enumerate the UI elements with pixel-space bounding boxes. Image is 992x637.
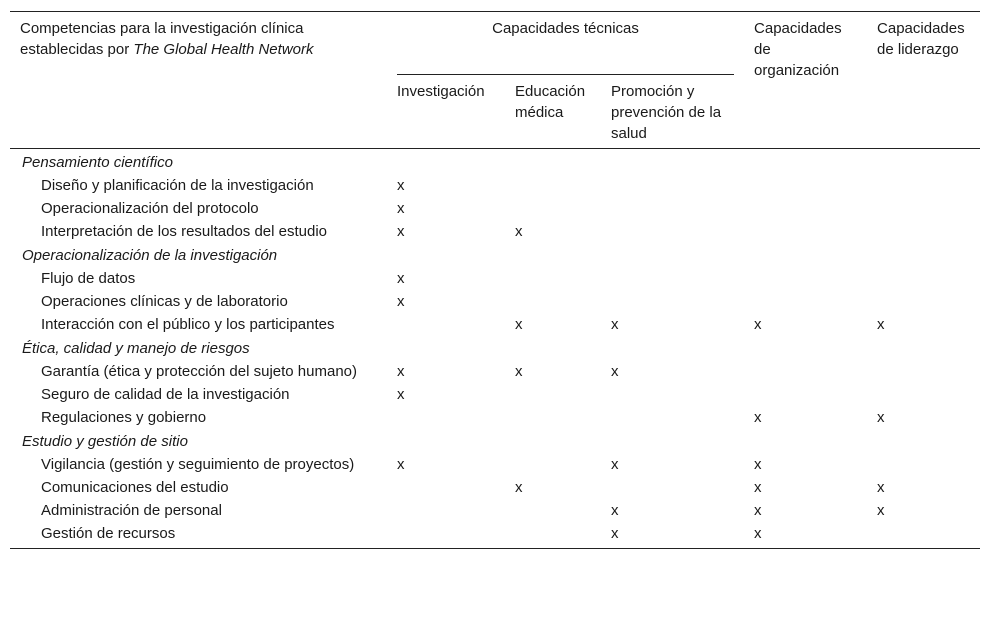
competencies-table-container: [10, 11, 980, 549]
mark-cell: x: [611, 316, 619, 333]
mark-cell: [601, 197, 744, 220]
mark-cell: [505, 453, 601, 476]
table-row: [10, 406, 980, 429]
competency-label-text: Seguro de calidad de la investigación: [41, 386, 290, 403]
table-row: [10, 313, 980, 336]
mark-cell: [505, 290, 601, 313]
mark-cell: [744, 220, 867, 243]
mark-cell: [744, 174, 867, 197]
mark-cell: x: [515, 363, 523, 380]
mark-cell: [601, 267, 744, 290]
mark-cell: x: [877, 502, 885, 519]
mark-cell: x: [611, 363, 619, 380]
competency-label-text: Interacción con el público y los participantes: [41, 316, 335, 333]
mark-cell: [867, 197, 980, 220]
mark-cell: x: [754, 479, 762, 496]
table-row: [10, 174, 980, 197]
mark-cell: x: [611, 525, 619, 542]
section-title: Estudio y gestión de sitio: [22, 433, 188, 450]
mark-cell: x: [754, 409, 762, 426]
mark-cell: [867, 174, 980, 197]
header-research: Investigación: [397, 83, 485, 100]
competency-label: [10, 313, 387, 336]
competency-label: [10, 290, 387, 313]
header-competencies: Competencias para la investigación clínica establecidas por The Global Health Network: [10, 12, 387, 149]
mark-cell: [505, 197, 601, 220]
mark-cell: x: [397, 270, 405, 287]
competency-label: [10, 499, 387, 522]
mark-cell: [744, 197, 867, 220]
table-body: [10, 149, 980, 549]
mark-cell: [601, 290, 744, 313]
header-technical-group: Capacidades técnicas: [387, 12, 744, 76]
competency-label-text: Diseño y planificación de la investigación: [41, 177, 314, 194]
table-row: [10, 267, 980, 290]
mark-cell: [387, 313, 505, 336]
section-row: [10, 243, 980, 267]
section-title: Ética, calidad y manejo de riesgos: [22, 340, 250, 357]
competency-label-text: Vigilancia (gestión y seguimiento de proyectos): [41, 456, 355, 473]
table-row: [10, 453, 980, 476]
mark-cell: [505, 499, 601, 522]
section-title: Operacionalización de la investigación: [22, 247, 278, 264]
mark-cell: [601, 383, 744, 406]
mark-cell: [505, 522, 601, 549]
mark-cell: x: [754, 316, 762, 333]
header-organization: Capacidades de organización: [744, 12, 867, 149]
mark-cell: x: [754, 502, 762, 519]
mark-cell: [601, 406, 744, 429]
competency-label-text: Gestión de recursos: [41, 525, 176, 542]
competency-label: [10, 522, 387, 549]
mark-cell: x: [754, 456, 762, 473]
mark-cell: x: [877, 479, 885, 496]
mark-cell: [744, 290, 867, 313]
competency-label: [10, 220, 387, 243]
mark-cell: [744, 383, 867, 406]
mark-cell: x: [397, 363, 405, 380]
table-row: [10, 383, 980, 406]
header-promotion: Promoción y prevención de la salud: [611, 83, 722, 142]
competency-label-text: Operacionalización del protocolo: [41, 200, 259, 217]
mark-cell: x: [877, 409, 885, 426]
mark-cell: x: [397, 200, 405, 217]
header-row-top: [10, 12, 980, 76]
mark-cell: x: [397, 223, 405, 240]
competency-label: [10, 476, 387, 499]
competencies-table: [10, 11, 980, 549]
mark-cell: [387, 406, 505, 429]
competency-label: [10, 406, 387, 429]
table-row: [10, 499, 980, 522]
mark-cell: x: [515, 479, 523, 496]
mark-cell: [867, 522, 980, 549]
mark-cell: x: [397, 177, 405, 194]
mark-cell: x: [515, 223, 523, 240]
competency-label-text: Administración de personal: [41, 502, 222, 519]
table-row: [10, 197, 980, 220]
mark-cell: [505, 383, 601, 406]
mark-cell: x: [397, 456, 405, 473]
table-row: [10, 476, 980, 499]
table-row: [10, 522, 980, 549]
mark-cell: x: [754, 525, 762, 542]
competency-label-text: Regulaciones y gobierno: [41, 409, 207, 426]
table-row: [10, 290, 980, 313]
competency-label-text: Operaciones clínicas y de laboratorio: [41, 293, 288, 310]
competency-label-text: Comunicaciones del estudio: [41, 479, 229, 496]
competency-label: [10, 383, 387, 406]
mark-cell: [505, 267, 601, 290]
section-row: [10, 336, 980, 360]
competency-label: [10, 267, 387, 290]
competency-label: [10, 453, 387, 476]
header-leadership: Capacidades de liderazgo: [867, 12, 980, 149]
mark-cell: [867, 360, 980, 383]
mark-cell: [867, 290, 980, 313]
mark-cell: [867, 453, 980, 476]
mark-cell: [867, 220, 980, 243]
section-row: [10, 149, 980, 175]
competency-label-text: Flujo de datos: [41, 270, 136, 287]
mark-cell: x: [397, 293, 405, 310]
mark-cell: [601, 220, 744, 243]
competency-label: [10, 174, 387, 197]
mark-cell: [744, 267, 867, 290]
competency-label: [10, 360, 387, 383]
mark-cell: x: [877, 316, 885, 333]
table-row: [10, 220, 980, 243]
mark-cell: x: [611, 456, 619, 473]
mark-cell: [387, 499, 505, 522]
mark-cell: [601, 476, 744, 499]
competency-label: [10, 197, 387, 220]
mark-cell: [601, 174, 744, 197]
mark-cell: [387, 476, 505, 499]
mark-cell: [505, 174, 601, 197]
mark-cell: [505, 406, 601, 429]
mark-cell: x: [611, 502, 619, 519]
mark-cell: [744, 360, 867, 383]
section-row: [10, 429, 980, 453]
mark-cell: [867, 267, 980, 290]
mark-cell: x: [397, 386, 405, 403]
competency-label-text: Interpretación de los resultados del estudio: [41, 223, 328, 240]
header-education: Educación médica: [515, 83, 586, 121]
mark-cell: [387, 522, 505, 549]
competency-label-text: Garantía (ética y protección del sujeto humano): [41, 363, 358, 380]
table-row: [10, 360, 980, 383]
section-title: Pensamiento científico: [22, 154, 173, 171]
mark-cell: [867, 383, 980, 406]
mark-cell: x: [515, 316, 523, 333]
